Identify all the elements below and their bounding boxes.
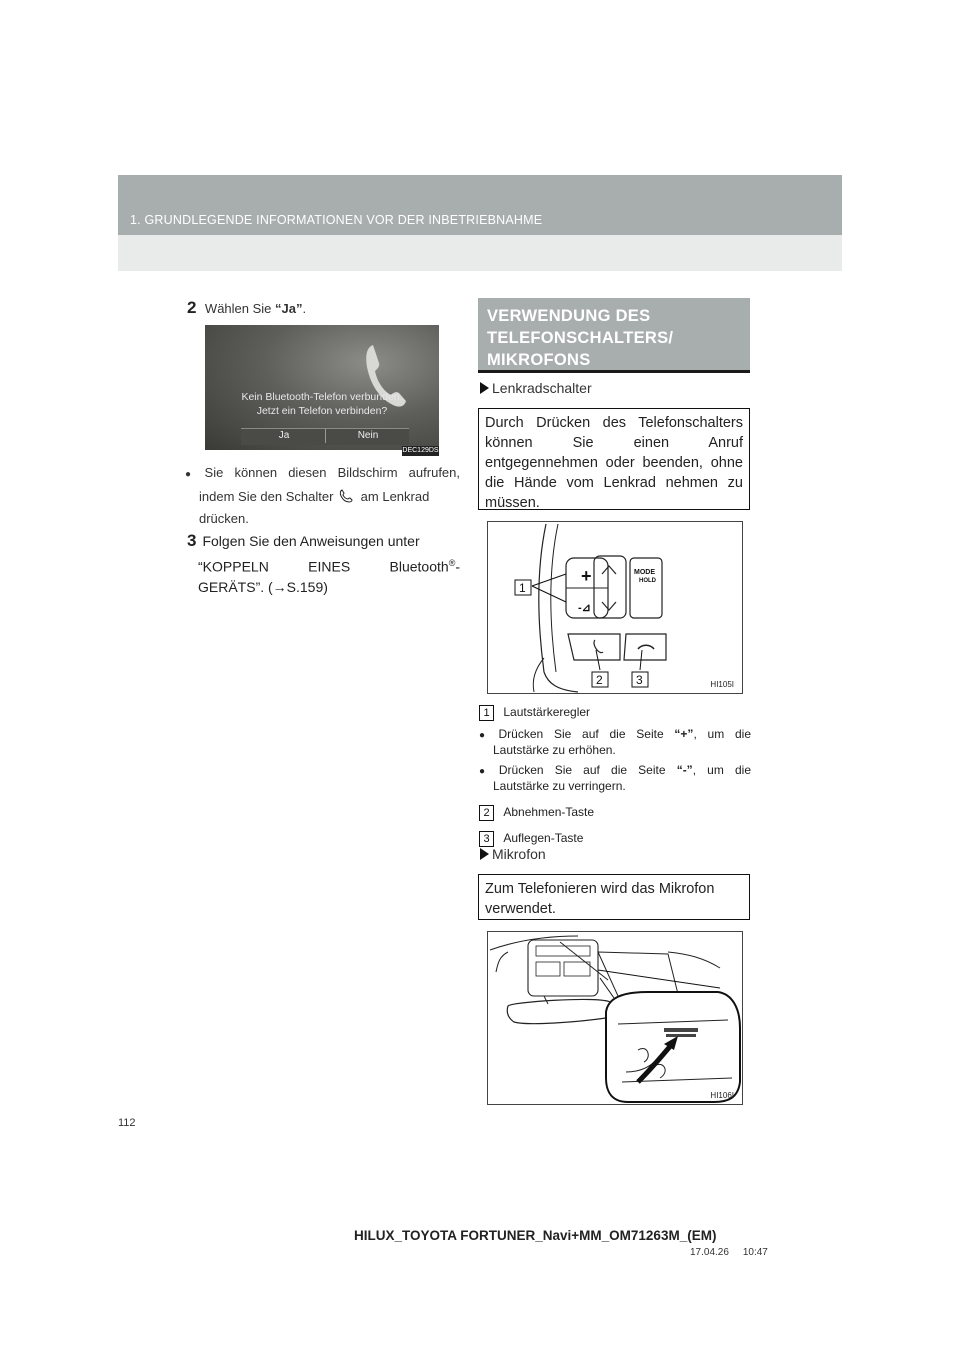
heading-line-1: VERWENDUNG DES	[487, 307, 651, 325]
bullet-d: Lautstärke zu erhöhen.	[493, 743, 616, 757]
section-heading	[487, 305, 747, 371]
steering-switch-illustration	[488, 522, 742, 693]
bullet-b: “+”	[674, 727, 694, 741]
bullet-b: “-”	[676, 763, 693, 777]
footer-title: HILUX_TOYOTA FORTUNER_Navi+MM_OM71263M_(EM)	[354, 1228, 717, 1243]
mode-label: MODE	[634, 569, 655, 576]
microphone-figure	[487, 931, 743, 1105]
bullet-a: Drücken Sie auf die Seite	[498, 763, 677, 777]
bullet-dot: ●	[479, 730, 493, 741]
screen-message-1: Kein Bluetooth-Telefon verbunden.	[241, 391, 403, 403]
step-number: 2	[187, 298, 197, 317]
triangle-icon	[480, 848, 489, 860]
legend-label: Lautstärkeregler	[503, 705, 591, 719]
phone-switch-icon	[339, 489, 355, 503]
triangle-icon	[480, 382, 489, 394]
figure-code: HI105I	[710, 680, 734, 689]
header-subband	[118, 235, 842, 271]
note-line-2a: indem Sie den Schalter	[199, 489, 334, 504]
info-box-1	[478, 408, 750, 510]
page-number: 112	[118, 1117, 136, 1129]
legend-item-3	[479, 831, 751, 847]
legend-num: 2	[479, 805, 494, 821]
volume-bullet-1	[479, 727, 751, 758]
image-code: DEC129DS	[402, 447, 439, 454]
legend-label: Auflegen-Taste	[503, 831, 584, 845]
legend-item-1	[479, 705, 751, 721]
step3-line-2: “KOPPELN EINES Bluetooth	[198, 558, 449, 575]
subheading-text: Lenkradschalter	[492, 380, 592, 396]
divider	[325, 429, 326, 443]
bullet-d: Lautstärke zu verringern.	[493, 779, 626, 793]
microphone-illustration	[488, 932, 742, 1104]
step-2	[187, 298, 306, 318]
step3-line-1: Folgen Sie den Anweisungen unter	[202, 533, 420, 549]
info-box-text: Zum Telefonieren wird das Mikrofon verwendet.	[485, 881, 715, 917]
subheading-steering	[480, 380, 592, 396]
svg-text:+: +	[581, 566, 592, 586]
no-button[interactable]: Nein	[357, 430, 379, 441]
screen-message-2: Jetzt ein Telefon verbinden?	[256, 405, 388, 417]
note-line-3: drücken.	[199, 511, 249, 526]
registered-mark: ®	[448, 558, 456, 568]
section-header: 1. GRUNDLEGENDE INFORMATIONEN VOR DER INBETRIEBNAHME	[130, 213, 543, 227]
bullet-dot: ●	[185, 469, 199, 480]
yes-button[interactable]: Ja	[278, 430, 290, 441]
step-bold: “Ja”	[275, 301, 303, 316]
legend-list	[479, 705, 751, 847]
step-number: 3	[187, 531, 197, 550]
heading-line-2: TELEFONSCHALTERS/	[487, 329, 674, 347]
step-3	[187, 530, 460, 597]
footer-date: 17.04.26 10:47	[690, 1247, 768, 1258]
step-end: .	[302, 301, 307, 316]
step-text: Wählen Sie	[204, 301, 276, 316]
note-line-1: Sie können diesen Bildschirm aufrufen,	[204, 465, 460, 480]
bullet-dot: ●	[479, 766, 493, 777]
info-box-text: Durch Drücken des Telefonschalters können Sie einen Anruf entgegennehmen oder beenden, ohne die Hände vom Lenkrad nehmen zu müssen.	[485, 415, 743, 511]
note-line-2b: am Lenkrad	[360, 489, 430, 504]
callout-1: 1	[519, 581, 526, 595]
legend-num: 1	[479, 705, 494, 721]
subheading-text: Mikrofon	[492, 846, 546, 862]
callout-2: 2	[596, 673, 603, 687]
bullet-c: , um die	[693, 727, 751, 741]
step3-line-2-end: -	[455, 558, 460, 575]
legend-item-2	[479, 805, 751, 821]
svg-text:-⊿: -⊿	[578, 602, 591, 614]
legend-num: 3	[479, 831, 494, 847]
subheading-microphone	[480, 846, 546, 862]
step3-line-3: GERÄTS”. (→S.159)	[198, 578, 328, 595]
steering-switch-figure	[487, 521, 743, 694]
legend-label: Abnehmen-Taste	[503, 805, 595, 819]
bullet-c: , um die	[692, 763, 752, 777]
volume-bullet-2	[479, 763, 751, 794]
note-bullet	[185, 462, 460, 530]
figure-code: HI106I	[710, 1091, 734, 1100]
bullet-a: Drücken Sie auf die Seite	[498, 727, 675, 741]
info-box-2	[478, 874, 750, 920]
screen-illustration	[205, 325, 439, 450]
callout-3: 3	[636, 673, 643, 687]
heading-line-3: MIKROFONS	[487, 351, 591, 369]
hold-label: HOLD	[639, 578, 656, 584]
